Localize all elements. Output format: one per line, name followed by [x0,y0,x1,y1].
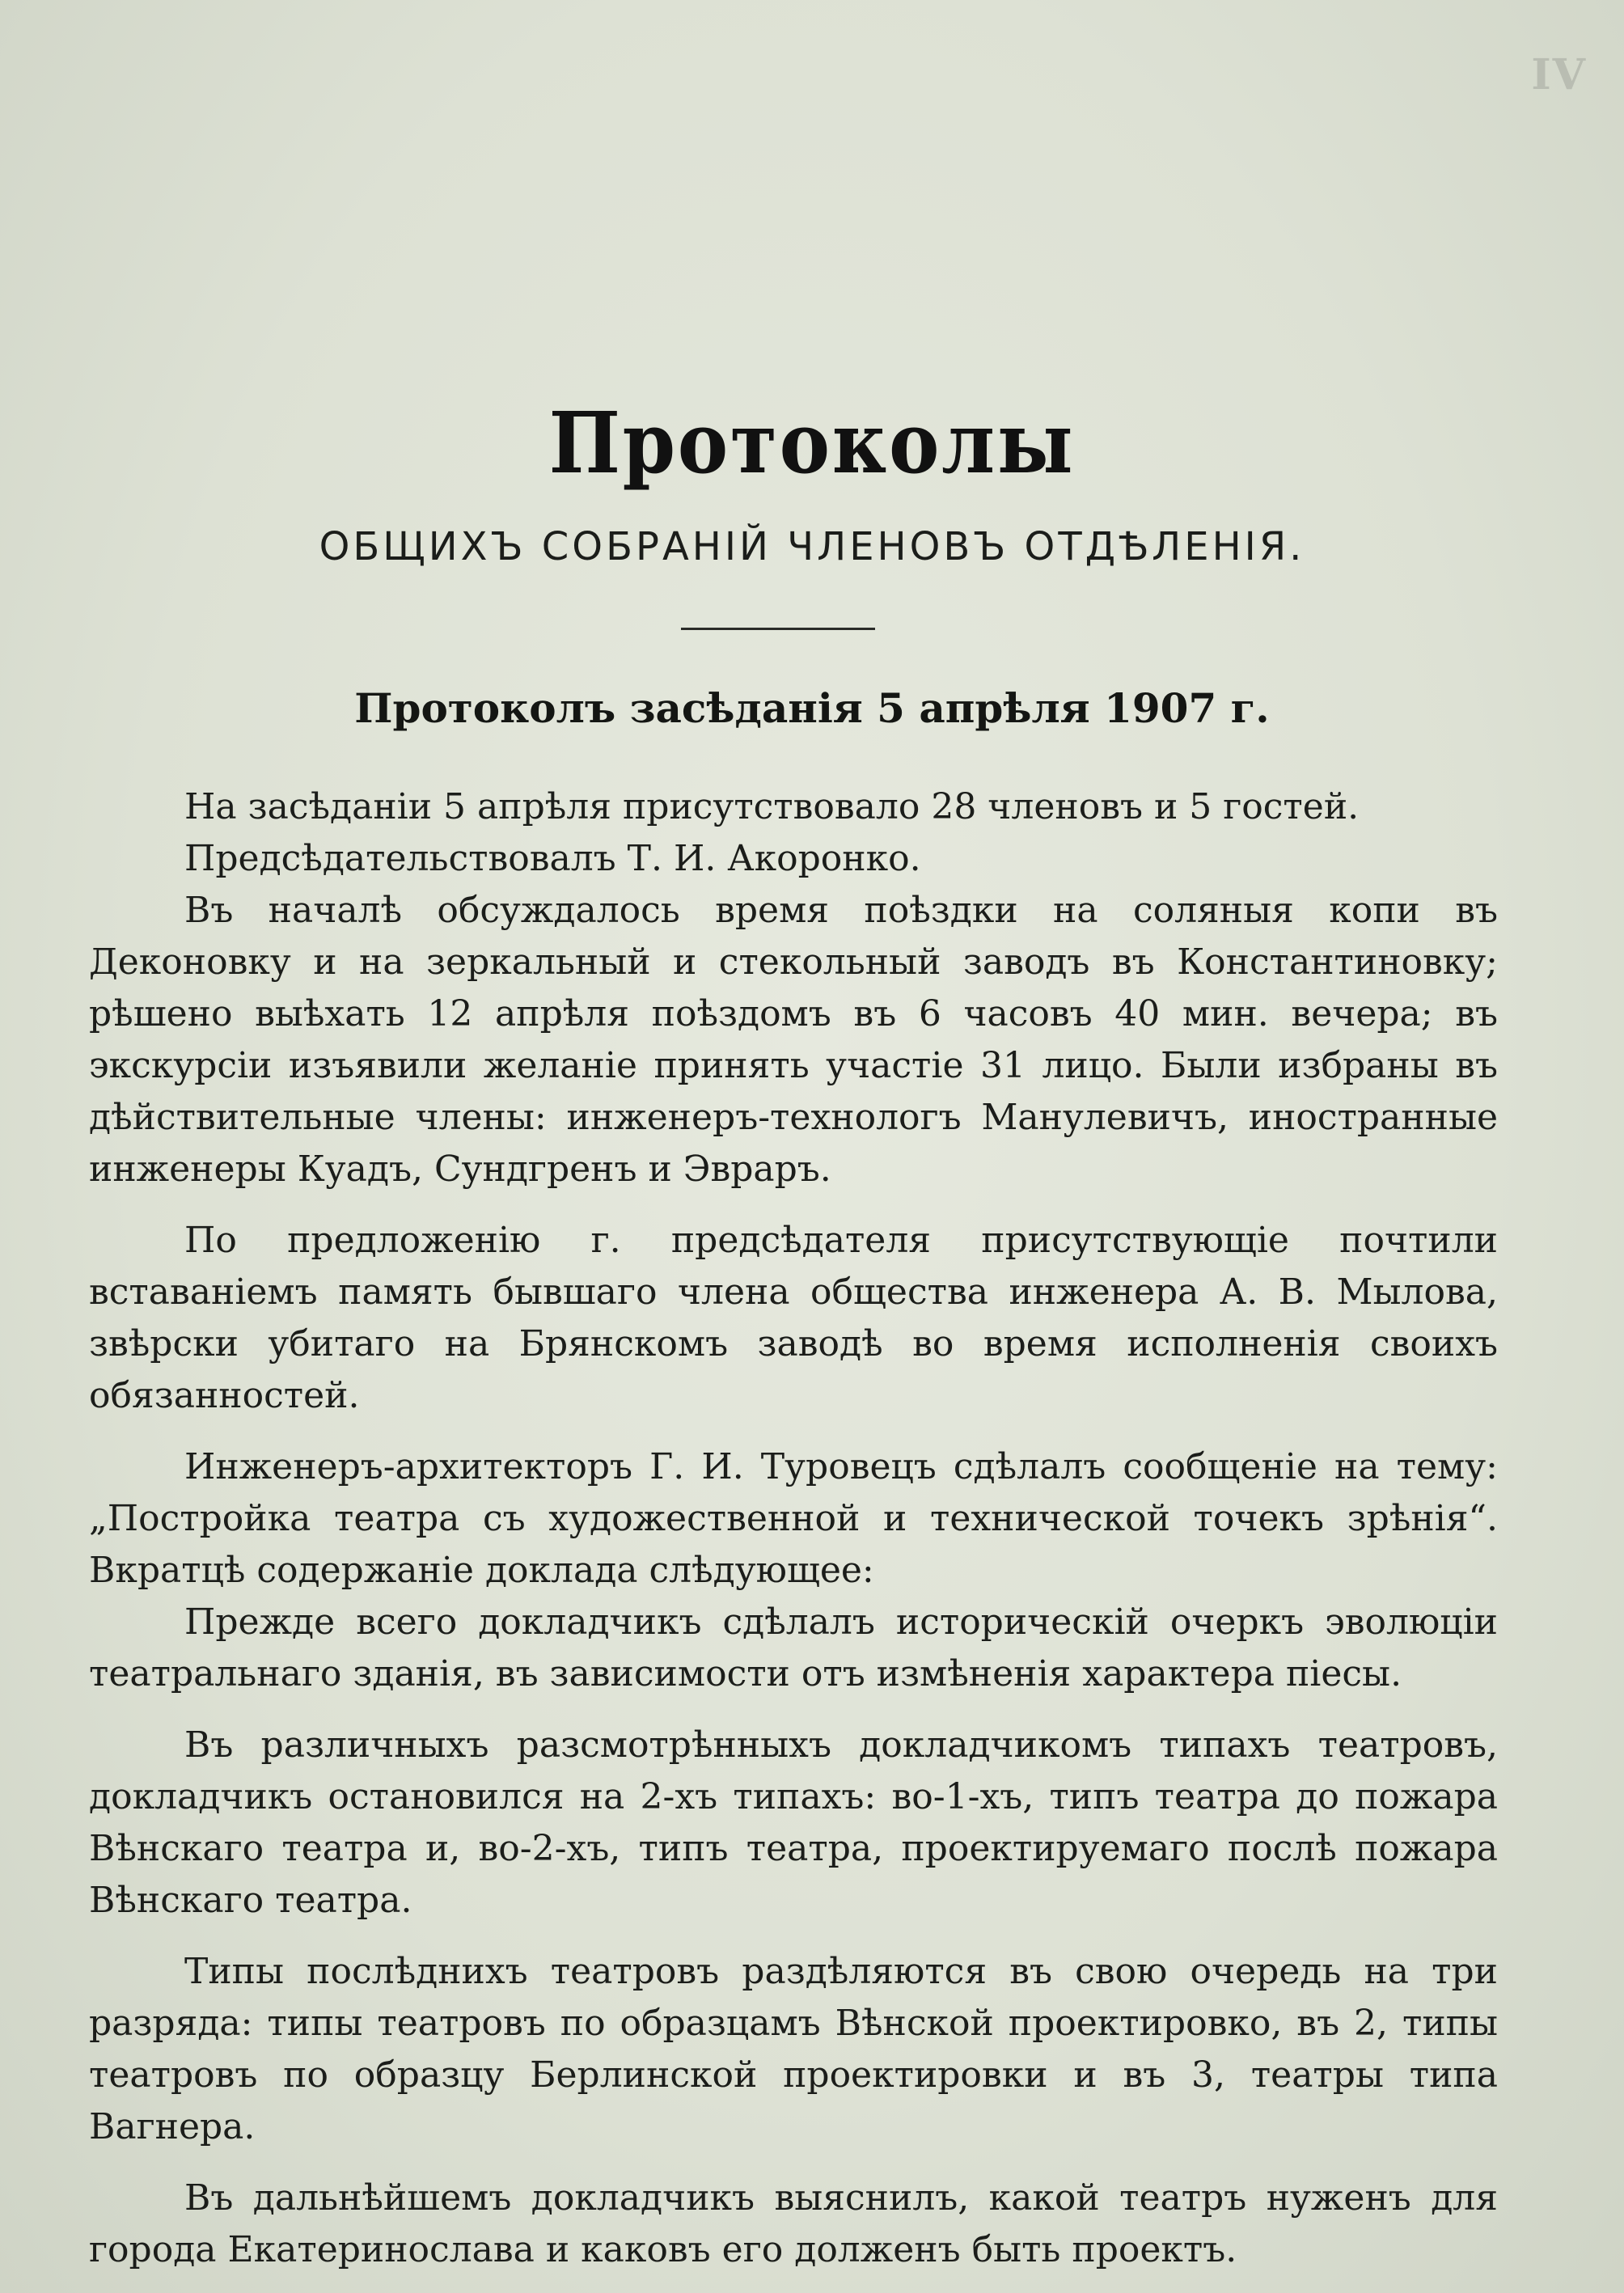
protocol-title: Протоколъ засѣданія 5 апрѣля 1907 г. [354,684,1270,732]
paragraph-history: Прежде всего докладчикъ сдѣлалъ историческій очеркъ эволюціи театральнаго зданія, въ зависимости отъ измѣненія характера піесы. [89,1601,1498,1694]
paragraph-chairman: Предсѣдательствовалъ Т. И. Акоронко. [184,838,921,879]
divider-rule [681,628,875,630]
paragraph-memorial: По предложенію г. предсѣдателя присутствующіе почтили вставаніемъ память бывшаго члена общества инженера А. В. Мылова, звѣрски убитаго на Брянскомъ заводѣ во время исполненія своихъ обязанностей. [89,1220,1498,1416]
paragraph-excursion: Въ началѣ обсуждалось время поѣздки на соляныя копи въ Деконовку и на зеркальный и стекольный заводъ въ Константиновку; рѣшено выѣхать 12 апрѣля поѣздомъ въ 6 часовъ 40 мин. вечера; въ экскурсіи изъявили желаніе принять участіе 31 лицо. Были избраны въ дѣйствительные члены: инженеръ-технологъ Манулевичъ, иностранные инженеры Куадъ, Сундгренъ и Эвраръ. [89,890,1498,1190]
body-text [89,781,1498,2276]
main-title: Протоколы [548,393,1076,493]
paragraph-report-topic: Инженеръ-архитекторъ Г. И. Туровецъ сдѣлалъ сообщеніе на тему: „Постройка театра съ художественной и технической точекъ зрѣнія“. Вкратцѣ содержаніе доклада слѣдующее: [89,1446,1498,1591]
paragraph-attendance: На засѣданіи 5 апрѣля присутствовало 28 членовъ и 5 гостей. [184,786,1360,827]
subtitle: ОБЩИХЪ СОБРАНІЙ ЧЛЕНОВЪ ОТДѢЛЕНІЯ. [319,524,1305,569]
paragraph-conclusion: Въ дальнѣйшемъ докладчикъ выяснилъ, какой театръ нуженъ для города Екатеринослава и каковъ его долженъ быть проектъ. [89,2177,1498,2270]
paragraph-types: Въ различныхъ разсмотрѣнныхъ докладчикомъ типахъ театровъ, докладчикъ остановился на 2-хъ типахъ: во-1-хъ, типъ театра до пожара Вѣнскаго театра и, во-2-хъ, типъ театра, проектируемаго послѣ пожара Вѣнскаго театра. [89,1724,1498,1921]
page-number: IV [1531,50,1587,99]
paragraph-categories: Типы послѣднихъ театровъ раздѣляются въ свою очередь на три разряда: типы театровъ по образцамъ Вѣнской проектировко, въ 2, типы театровъ по образцу Берлинской проектировки и въ 3, театры типа Вагнера. [89,1951,1498,2147]
